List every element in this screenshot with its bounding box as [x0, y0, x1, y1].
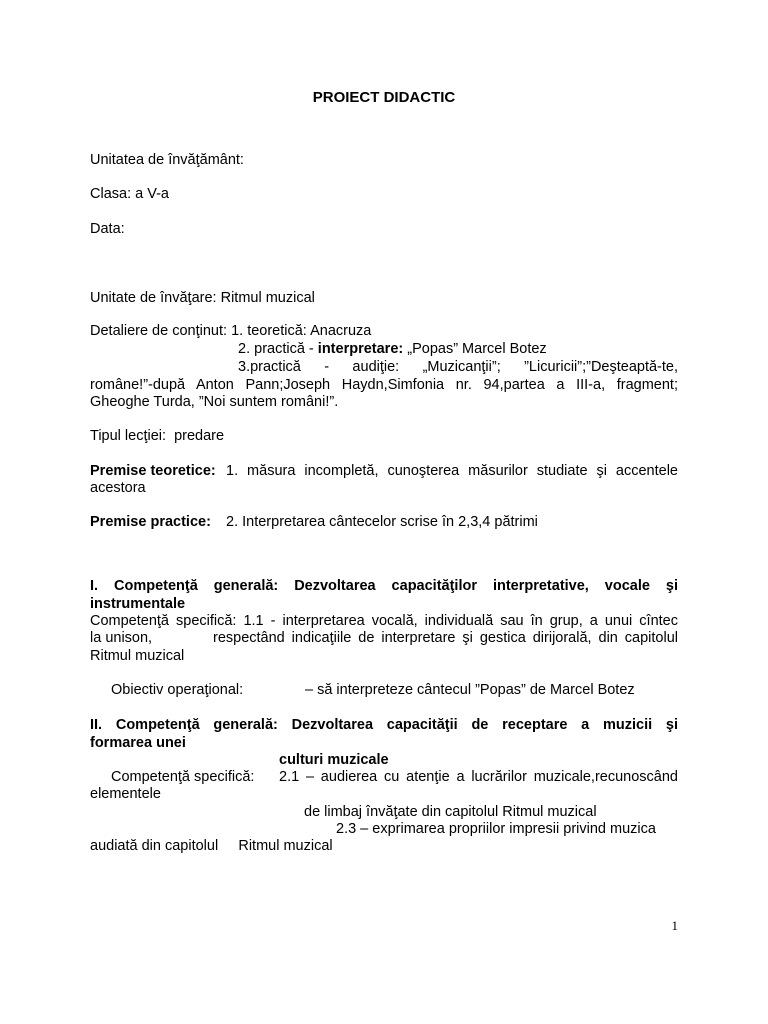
clasa-line	[90, 186, 169, 203]
premise-practice-label: Premise practice:	[90, 514, 211, 530]
content-line-5: Gheoghe Turda, ”Noi suntem români!”.	[90, 394, 339, 410]
section-2-spec-23: 2.3 – exprimarea propriilor impresii privind muzica	[336, 821, 656, 837]
unit-line	[90, 290, 315, 307]
objective-label: Obiectiv operaţional:	[111, 682, 244, 698]
unitatea-label: Unitatea de învăţământ:	[90, 152, 244, 168]
section-2-heading-line-2: formarea unei	[90, 735, 186, 751]
clasa-label: Clasa:	[90, 186, 132, 202]
clasa-value: a V-a	[135, 186, 169, 202]
content-item-2-bold: interpretare:	[317, 341, 404, 357]
section-2-heading-line-3: culturi muzicale	[279, 752, 389, 768]
premise-teoretice-line-2: acestora	[90, 480, 146, 496]
content-line-2	[238, 341, 547, 358]
section-2-spec-21-cont2: de limbaj învăţate din capitolul Ritmul muzical	[304, 804, 597, 820]
document-title: PROIECT DIDACTIC	[312, 89, 456, 106]
content-item-1-num: 1.	[231, 323, 244, 339]
section-1-heading-line-2: instrumentale	[90, 596, 186, 612]
section-1-spec-line-1: Competenţă specifică: 1.1 - interpretarea vocală, individuală sau în grup, a unui cîntec	[90, 613, 678, 629]
section-2-spec-23-cont: audiată din capitolul	[90, 838, 219, 854]
data-label: Data:	[90, 221, 125, 237]
section-1-heading-line-1: I. Competenţă generală: Dezvoltarea capacităţilor interpretative, vocale şi	[90, 578, 678, 594]
section-1-spec-line-3: Ritmul muzical	[90, 648, 185, 664]
lesson-type-line	[90, 428, 224, 445]
section-1-spec-line-2a: la unison,	[90, 630, 153, 646]
premise-practice-value: 2. Interpretarea cântecelor scrise în 2,3,4 pătrimi	[226, 514, 538, 530]
premise-teoretice-line-1: 1. măsura incompletă, cunoşterea măsurilor studiate şi accentele	[226, 463, 678, 479]
content-label: Detaliere de conţinut:	[90, 323, 228, 339]
content-line-1	[90, 323, 371, 340]
section-2-spec-21-cont: elementele	[90, 786, 161, 802]
unit-label: Unitate de învăţare:	[90, 290, 217, 306]
content-item-2-text: practică -	[254, 341, 314, 357]
content-item-1-text: teoretică:	[247, 323, 307, 339]
content-line-4: române!”-după Anton Pann;Joseph Haydn,Simfonia nr. 94,partea a III-a, fragment;	[90, 377, 678, 393]
section-2-spec-21: 2.1 – audierea cu atenţie a lucrărilor muzicale,recunoscând	[279, 769, 678, 785]
section-2-spec-23-cont-line	[90, 838, 333, 855]
section-2-spec-label: Competenţă specifică:	[111, 769, 255, 785]
premise-teoretice-label: Premise teoretice:	[90, 463, 216, 479]
lesson-type-value: predare	[174, 428, 225, 444]
section-2-spec-23-value: Ritmul muzical	[238, 838, 333, 854]
lesson-type-label: Tipul lecţiei:	[90, 428, 167, 444]
section-2-heading-line-1: II. Competenţă generală: Dezvoltarea capacităţii de receptare a muzicii şi	[90, 717, 678, 733]
content-item-2-value: „Popas” Marcel Botez	[407, 341, 547, 357]
objective-value: – să interpreteze cântecul ”Popas” de Marcel Botez	[305, 682, 635, 698]
content-item-2-num: 2.	[238, 341, 251, 357]
page-number: 1	[671, 918, 678, 933]
section-1-spec-line-2b: respectând indicaţiile de interpretare şi gestica dirijorală, din capitolul	[213, 630, 678, 646]
unit-value: Ritmul muzical	[220, 290, 315, 306]
content-line-3: 3.practică - audiţie: „Muzicanţii”; ”Licuricii”;”Deşteaptă-te,	[238, 359, 678, 375]
content-item-1-value: Anacruza	[310, 323, 372, 339]
